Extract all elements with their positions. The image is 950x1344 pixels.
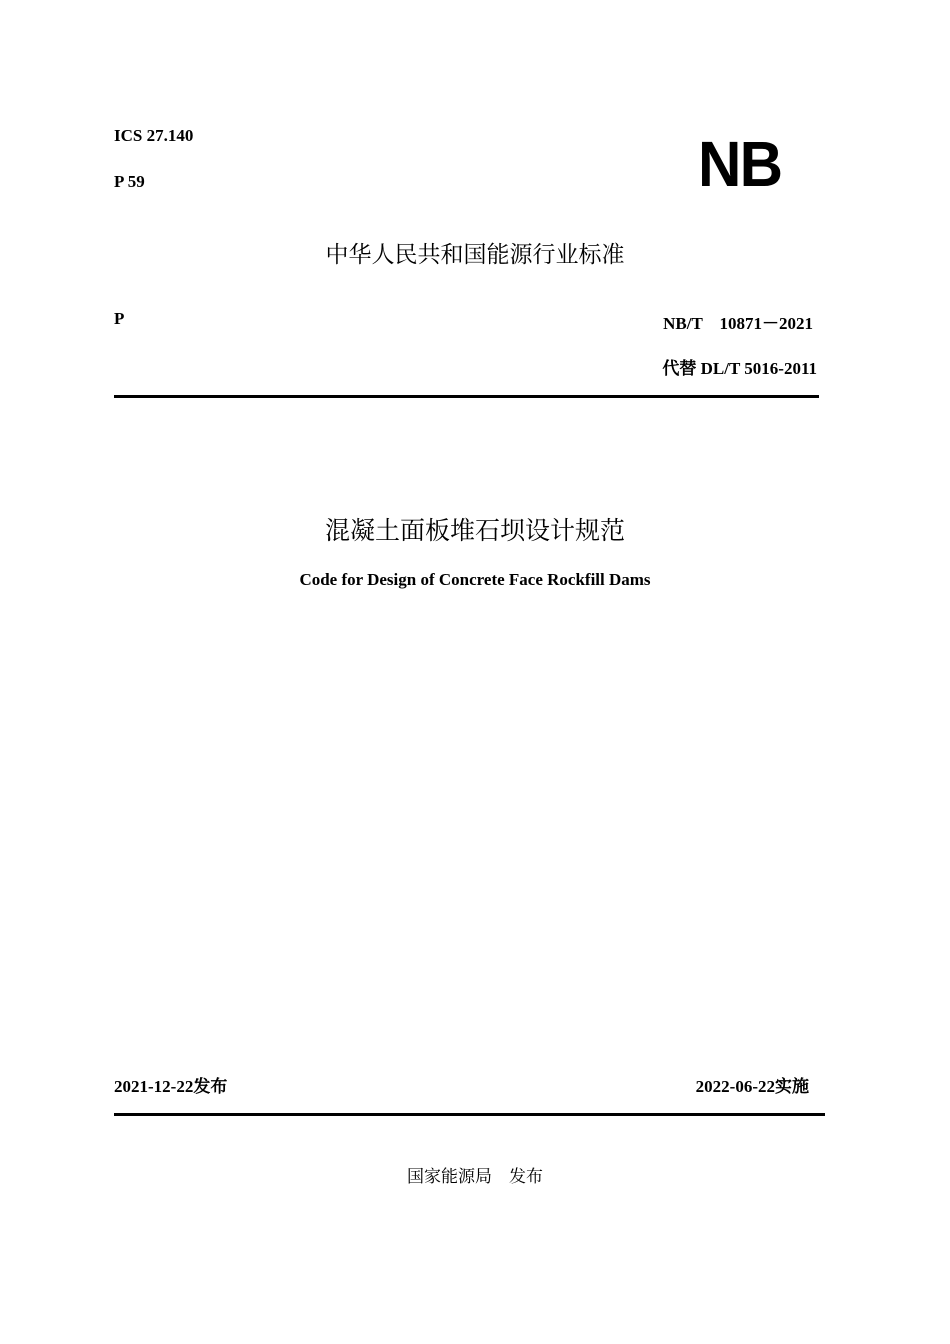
issue-date: 2021-12-22发布 — [114, 1077, 228, 1096]
standard-number: NB/T 10871－2021 — [663, 314, 813, 333]
standard-type-heading: 中华人民共和国能源行业标准 — [325, 242, 625, 268]
implement-date: 2022-06-22实施 — [695, 1077, 809, 1096]
ccs-code: P 59 — [114, 172, 145, 191]
title-cn: 混凝土面板堆石坝设计规范 — [324, 516, 625, 545]
category-code: P — [114, 309, 125, 328]
nb-logo: NB — [698, 128, 782, 200]
title-en: Code for Design of Concrete Face Rockfill Dams — [299, 570, 651, 589]
publisher: 国家能源局 发布 — [407, 1167, 543, 1187]
footer-rule — [114, 1113, 825, 1116]
replaces-standard: 代替 DL/T 5016-2011 — [662, 359, 817, 378]
header-rule — [114, 395, 819, 398]
ics-code: ICS 27.140 — [114, 126, 194, 145]
